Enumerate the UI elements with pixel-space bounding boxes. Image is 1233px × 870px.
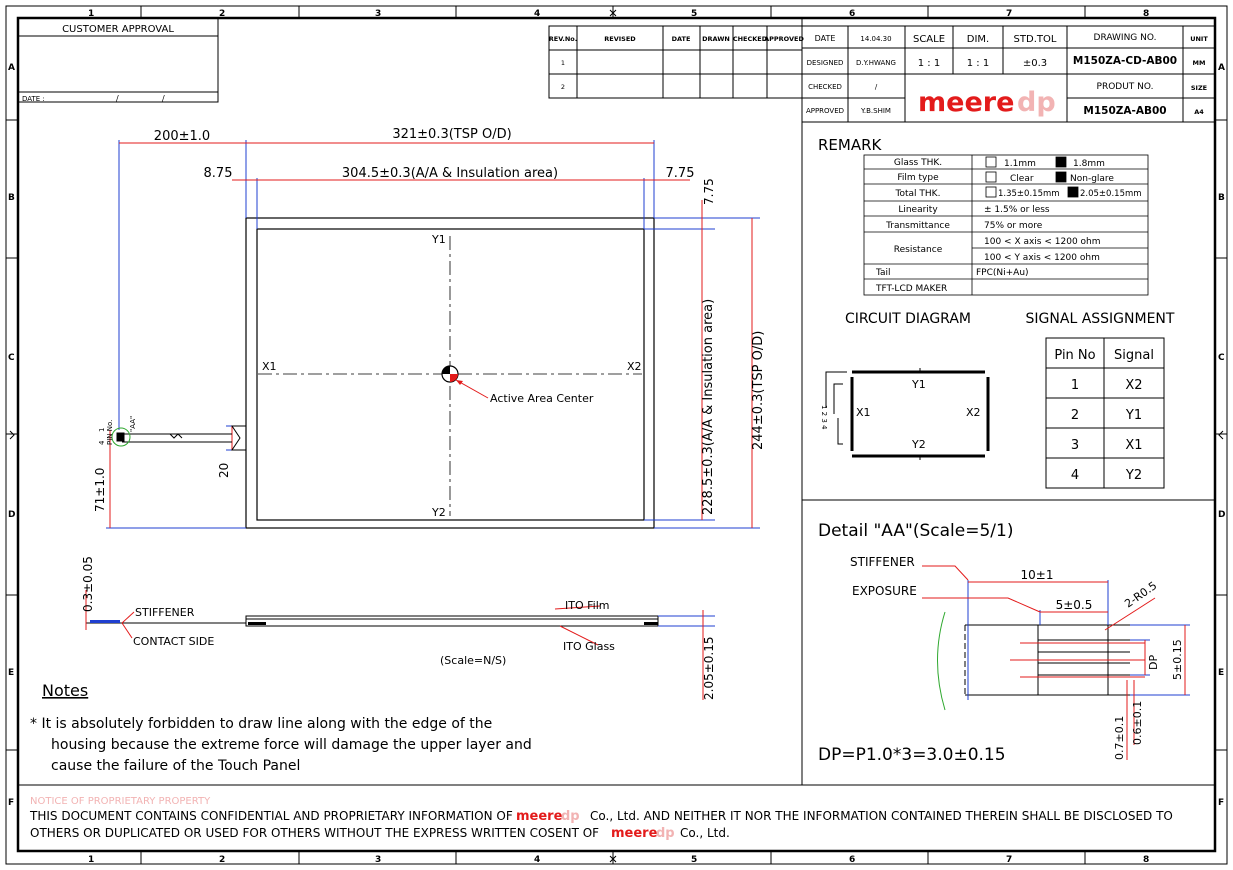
tb-size-label: SIZE — [1190, 84, 1208, 92]
zone-top-4: 4 — [534, 9, 541, 19]
title-block-text — [806, 33, 1208, 118]
zone-right-c: C — [1218, 353, 1225, 363]
zone-right-a: A — [1218, 63, 1225, 73]
remark-transmittance-value: 75% or more — [984, 221, 1043, 231]
dim-7-75-h: 7.75 — [665, 166, 695, 181]
zone-right-e: E — [1218, 668, 1225, 678]
tb-logo-dp: dp — [1017, 87, 1056, 118]
signal-sig-4: Y2 — [1125, 468, 1143, 483]
tb-designed-label: DESIGNED — [806, 59, 844, 67]
circuit-labels — [820, 378, 981, 451]
remark-tail-value: FPC(Ni+Au) — [976, 268, 1029, 278]
remark-total-opt1: 1.35±0.15mm — [998, 189, 1060, 199]
rev-date-header: DATE — [671, 35, 691, 43]
rev-drawn-header: DRAWN — [702, 35, 730, 43]
label-y1: Y1 — [432, 233, 446, 246]
tb-drawing-no-label: DRAWING NO. — [1093, 33, 1157, 43]
tb-size-value: A4 — [1194, 108, 1204, 116]
tb-scale-label: SCALE — [912, 34, 946, 45]
detail-dim-0-7: 0.7±0.1 — [1113, 715, 1126, 760]
remark-label-glass: Glass THK. — [893, 158, 943, 168]
tb-stdtol-value: ±0.3 — [1022, 58, 1048, 69]
detail-dim-5-015: 5±0.15 — [1171, 639, 1184, 680]
dim-2-05: 2.05±0.15 — [702, 636, 716, 700]
remark-text — [875, 158, 1142, 294]
dim-304-5: 304.5±0.3(A/A & Insulation area) — [341, 166, 559, 181]
dim-321: 321±0.3(TSP O/D) — [392, 127, 512, 142]
zone-left-a: A — [8, 63, 15, 73]
zone-top-6: 6 — [849, 9, 856, 19]
footer-logo-dp-1: dp — [561, 809, 580, 824]
remark-resistance-value-y: 100 < Y axis < 1200 ohm — [984, 253, 1100, 263]
dim-244: 244±0.3(TSP O/D) — [751, 330, 766, 450]
zone-left-c: C — [8, 353, 15, 363]
remark-resistance-value-x: 100 < X axis < 1200 ohm — [984, 237, 1101, 247]
remark-film-opt2: Non-glare — [1070, 174, 1114, 184]
tb-date-value: 14.04.30 — [860, 35, 892, 43]
label-y2: Y2 — [432, 506, 446, 519]
detail-dp: DP — [1147, 654, 1160, 670]
tb-checked-value: / — [874, 83, 878, 91]
zone-top-5: 5 — [691, 9, 698, 19]
footer-line1-b: Co., Ltd. AND NEITHER IT NOR THE INFORMATION CONTAINED THEREIN SHALL BE DISCLOSED TO — [590, 809, 1173, 823]
zone-bottom-4: 4 — [534, 855, 541, 865]
zone-bottom-8: 8 — [1143, 855, 1150, 865]
circuit-x2: X2 — [966, 406, 981, 419]
aa-mark: "AA" — [129, 415, 137, 432]
tb-date-label: DATE — [814, 34, 836, 43]
tb-dim-label: DIM. — [966, 34, 990, 45]
zone-bottom-7: 7 — [1006, 855, 1013, 865]
notes-line-2: housing because the extreme force will damage the upper layer and — [51, 737, 532, 753]
zone-top-8: 8 — [1143, 9, 1150, 19]
rev-approved-header: APPROVED — [764, 35, 804, 43]
dim-71: 71±1.0 — [93, 467, 107, 512]
signal-sig-3: X1 — [1125, 438, 1143, 453]
label-x2: X2 — [627, 360, 642, 373]
label-x1: X1 — [262, 360, 277, 373]
tb-stdtol-label: STD.TOL — [1013, 34, 1057, 45]
zone-bottom-6: 6 — [849, 855, 856, 865]
tb-dim-value: 1 : 1 — [966, 58, 990, 69]
remark-film-opt1: Clear — [1010, 174, 1034, 184]
notes-section — [30, 681, 532, 774]
tb-checked-label: CHECKED — [808, 83, 842, 91]
remark-label-resistance: Resistance — [893, 245, 943, 255]
zone-top-3: 3 — [375, 9, 382, 19]
remark-label-total: Total THK. — [895, 189, 941, 199]
footer-logo-meere-1: meere — [516, 809, 563, 824]
remark-label-tail: Tail — [876, 268, 891, 278]
remark-label-film: Film type — [897, 173, 939, 183]
pin-1-label: 1 — [98, 427, 106, 432]
zone-bottom-5: 5 — [691, 855, 698, 865]
dim-0-3: 0.3±0.05 — [81, 556, 95, 612]
detail-formula: DP=P1.0*3=3.0±0.15 — [818, 745, 1006, 765]
dimension-text — [93, 127, 766, 515]
rev-revised-header: REVISED — [604, 35, 636, 43]
detail-r05: 2-R0.5 — [1122, 579, 1160, 611]
side-view-text — [81, 556, 716, 700]
detail-dim-10: 10±1 — [1020, 568, 1054, 582]
rev-checked-header: CHECKED — [732, 35, 768, 43]
notes-line-1: * It is absolutely forbidden to draw line along with the edge of the — [30, 716, 493, 732]
circuit-y1: Y1 — [912, 378, 926, 391]
footer-line1-a: THIS DOCUMENT CONTAINS CONFIDENTIAL AND PROPRIETARY INFORMATION OF — [30, 809, 513, 823]
side-scale-label: (Scale=N/S) — [440, 654, 507, 667]
tb-unit-label: UNIT — [1190, 35, 1208, 43]
signal-sig-1: X2 — [1125, 378, 1143, 393]
revision-headers — [549, 35, 805, 91]
detail-dim-0-6: 0.6±0.1 — [1131, 700, 1144, 745]
tb-designed-value: D.Y.HWANG — [856, 59, 896, 67]
zone-bottom-3: 3 — [375, 855, 382, 865]
footer-logo-meere-2: meere — [611, 826, 658, 841]
detail-exposure: EXPOSURE — [852, 584, 917, 598]
rev-row-2: 2 — [560, 83, 566, 91]
signal-sig-2: Y1 — [1125, 408, 1143, 423]
pin-4-label: 4 — [98, 440, 106, 445]
remark-label-transmittance: Transmittance — [886, 221, 950, 231]
tb-drawing-no-value: M150ZA-CD-AB00 — [1072, 55, 1178, 67]
zone-left-e: E — [8, 668, 15, 678]
dim-8-75: 8.75 — [203, 166, 233, 181]
footer — [29, 796, 1173, 841]
signal-pin-1: 1 — [1070, 378, 1080, 393]
side-stiffener-label: STIFFENER — [135, 606, 195, 619]
circuit-y2: Y2 — [912, 438, 926, 451]
zone-bottom-2: 2 — [219, 855, 226, 865]
signal-pin-2: 2 — [1070, 408, 1080, 423]
zone-right-d: D — [1218, 510, 1226, 520]
customer-approval-box — [18, 18, 218, 103]
dim-200: 200±1.0 — [153, 129, 211, 144]
remark-label-linearity: Linearity — [898, 205, 938, 215]
detail-dim-5: 5±0.5 — [1055, 598, 1093, 612]
zone-top-7: 7 — [1006, 9, 1013, 19]
footer-notice: NOTICE OF PROPRIETARY PROPERTY — [30, 796, 211, 807]
tb-approved-value: Y.B.SHIM — [861, 107, 891, 115]
tb-unit-value: MM — [1192, 59, 1206, 67]
remark-title: REMARK — [818, 136, 882, 154]
customer-date-sep2: / — [162, 94, 165, 103]
tb-approved-label: APPROVED — [805, 107, 845, 115]
ito-film-label: ITO Film — [565, 599, 610, 612]
signal-pin-4: 4 — [1070, 468, 1080, 483]
ito-glass-label: ITO Glass — [563, 640, 615, 653]
customer-date-sep1: / — [116, 94, 119, 103]
dim-20: 20 — [217, 462, 231, 478]
zone-left-f: F — [8, 798, 15, 808]
signal-header-signal: Signal — [1114, 348, 1154, 363]
remark-glass-opt1: 1.1mm — [1004, 159, 1036, 169]
detail-stiffener: STIFFENER — [850, 555, 915, 569]
signal-header-pin: Pin No — [1054, 348, 1096, 363]
notes-line-3: cause the failure of the Touch Panel — [51, 758, 301, 774]
tsp-front-view — [246, 218, 654, 528]
side-contact-side-label: CONTACT SIDE — [133, 635, 215, 648]
remark-label-tft: TFT-LCD MAKER — [876, 284, 948, 294]
dimension-lines — [106, 140, 760, 528]
dim-7-75-v: 7.75 — [702, 178, 716, 205]
tb-product-no-label: PRODUT NO. — [1096, 82, 1154, 92]
detail-title: Detail "AA"(Scale=5/1) — [818, 521, 1014, 541]
signal-title: SIGNAL ASSIGNMENT — [1025, 311, 1175, 327]
footer-line2-b: Co., Ltd. — [680, 826, 730, 840]
footer-line2-a: OTHERS OR DUPLICATED OR USED FOR OTHERS WITHOUT THE EXPRESS WRITTEN COSENT OF — [30, 826, 600, 840]
footer-logo-dp-2: dp — [656, 826, 675, 841]
zone-right-f: F — [1218, 798, 1225, 808]
zone-bottom-1: 1 — [88, 855, 95, 865]
zone-left-d: D — [8, 510, 16, 520]
remark-glass-opt2: 1.8mm — [1073, 159, 1105, 169]
tb-product-no-value: M150ZA-AB00 — [1083, 105, 1167, 117]
rev-row-1: 1 — [560, 59, 566, 67]
customer-approval-title: CUSTOMER APPROVAL — [62, 24, 174, 35]
zone-right-b: B — [1218, 193, 1225, 203]
zone-top-2: 2 — [219, 9, 226, 19]
customer-date-label: DATE : — [22, 95, 45, 103]
circuit-diagram — [826, 368, 988, 460]
signal-pin-3: 3 — [1070, 438, 1080, 453]
circuit-title: CIRCUIT DIAGRAM — [845, 311, 971, 327]
active-area-center-label: Active Area Center — [490, 392, 594, 405]
circuit-pins: 1 2 3 4 — [820, 405, 828, 430]
remark-linearity-value: ± 1.5% or less — [984, 205, 1050, 215]
pin-no-label: PIN No. — [106, 419, 114, 445]
remark-total-opt2: 2.05±0.15mm — [1080, 189, 1142, 199]
circuit-x1: X1 — [856, 406, 871, 419]
zone-left-b: B — [8, 193, 15, 203]
tb-logo-meere: meere — [918, 87, 1015, 118]
dim-228-5: 228.5±0.3(A/A & Insulation area) — [701, 298, 716, 515]
zone-top-1: 1 — [88, 9, 95, 19]
tb-scale-value: 1 : 1 — [917, 58, 941, 69]
rev-no-header: REV.No. — [548, 35, 578, 43]
notes-title: Notes — [42, 681, 89, 700]
